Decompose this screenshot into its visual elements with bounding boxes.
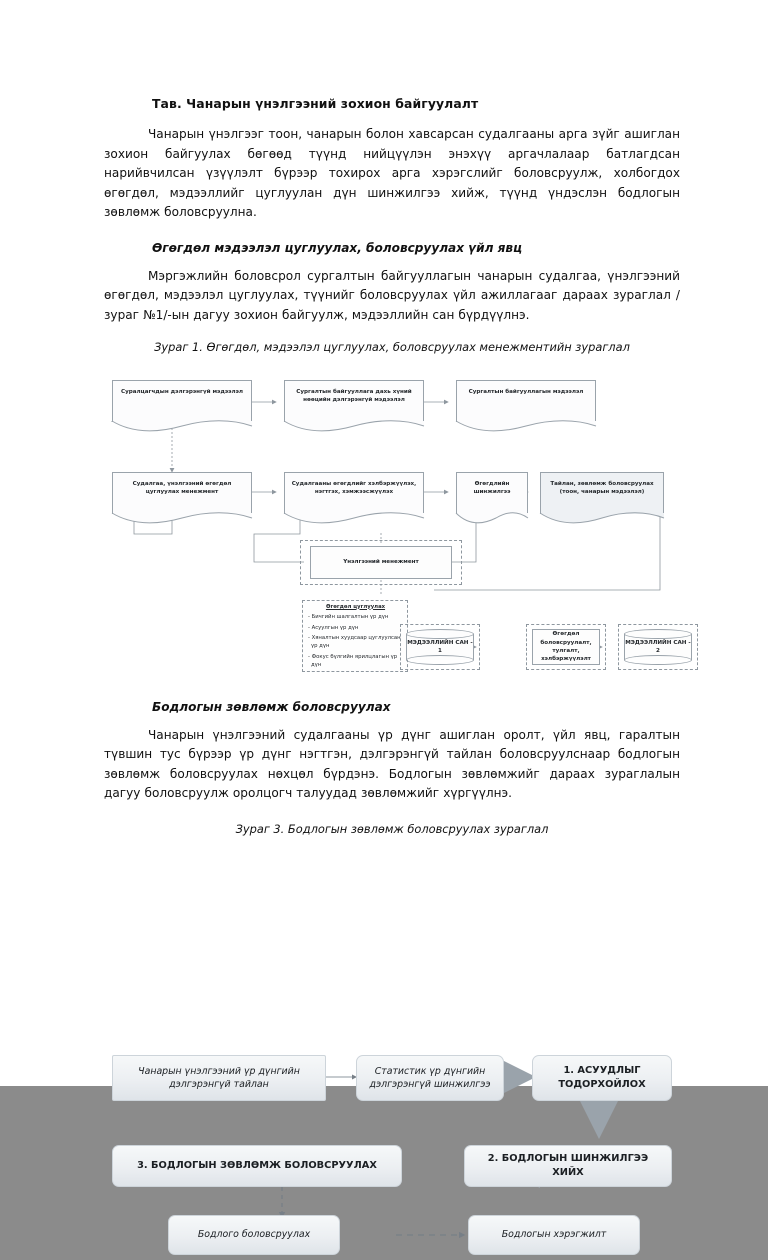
policy-development-box: Бодлого боловсруулах [168, 1215, 340, 1255]
page-title: Тав. Чанарын үнэлгээний зохион байгуулалт [152, 96, 479, 111]
paragraph-data-collection: Мэргэжлийн боловсрол сургалтын байгууллагын чанарын судалгаа, үнэлгээний өгөгдөл, мэдээлэл цуглуулах, түүнийг боловсруулах үйл ажиллагааг дараах зураглал /зураг №1/-ын дагуу зохион байгуулж, мэдээллийн сан бүрдүүлнэ. [104, 268, 680, 323]
subheading-data-collection: Өгөгдөл мэдээлэл цуглуулах, боловсруулах үйл явц [152, 240, 523, 255]
document-content [104, 96, 691, 1260]
list-item: - Бичгийн шалгалтын үр дүн [308, 613, 389, 620]
database-2 [624, 629, 692, 665]
processing-box: Өгөгдөл боловсруулалт, тулгалт, хэлбэржүүлэлт [532, 629, 600, 665]
doc-student-info: Суралцагчдын дэлгэрэнгүй мэдээлэл [112, 380, 252, 422]
doc-format-aggregate: Судалгааны өгөгдлийг хэлбэржүүлэх, нэгтгэх, хэмжээсжүүлэх [284, 472, 424, 514]
doc-collection-management: Судалгаа, үнэлгээний өгөгдөл цуглуулах менежмент [112, 472, 252, 514]
list-item: - Фокус бүлгийн ярилцлагын үр дүн [308, 654, 398, 669]
policy-implementation-box: Бодлогын хэрэгжилт [468, 1215, 640, 1255]
doc-data-analysis: Өгөгдлийн шинжилгээ [456, 472, 528, 514]
statistical-analysis-box: Статистик үр дүнгийн дэлгэрэнгүй шинжилгээ [356, 1055, 504, 1101]
doc-hr-info: Сургалтын байгууллага дахь хүний нөөцийн дэлгэрэнгүй мэдээлэл [284, 380, 424, 422]
figure3-diagram [104, 1045, 680, 1260]
subheading-policy: Бодлогын зөвлөмж боловсруулах [152, 699, 391, 714]
figure1-diagram [104, 362, 691, 682]
step-3-box: 3. БОДЛОГЫН ЗӨВЛӨМЖ БОЛОВСРУУЛАХ [112, 1145, 402, 1187]
database-1-label: МЭДЭЭЛЛИЙН САН - 1 [407, 639, 473, 654]
wave-edge-icon [284, 513, 424, 525]
figure3-caption: Зураг 3. Бодлогын зөвлөмж боловсруулах зураглал [235, 821, 549, 836]
collection-list-box [302, 600, 408, 672]
wave-edge-icon [456, 421, 596, 433]
wave-edge-icon [112, 421, 252, 433]
collection-list-title: Өгөгдөл цуглуулах [325, 603, 386, 610]
step-1-box: 1. АСУУДЛЫГ ТОДОРХОЙЛОХ [532, 1055, 672, 1101]
list-item: - Хяналтын хуудсаар цуглуулсан үр дүн [308, 635, 401, 650]
figure1-caption: Зураг 1. Өгөгдөл, мэдээлэл цуглуулах, боловсруулах менежментийн зураглал [154, 339, 630, 354]
wave-edge-icon [540, 513, 664, 525]
evaluation-management-box: Үнэлгээний менежмент [310, 546, 452, 579]
list-item: - Асуулгын үр дүн [308, 624, 359, 631]
doc-report-recommendation: Тайлан, зөвлөмж боловсруулах (тоон, чанарын мэдээлэл) [540, 472, 664, 514]
paragraph-policy: Чанарын үнэлгээний судалгааны үр дүнг ашиглан оролт, үйл явц, гаралтын түвшин тус бүрээр үр дүнг нэгтгэн, дэлгэрэнгүй тайлан боловсруулснаар бодлогын зөвлөмж боловсруулах нөхцөл бүрдэнэ. Бодлогын зөвлөмжийг дараах зураглалын дагуу боловсруулж оролцогч талуудад зөвлөмжийг хүргүүлнэ. [104, 727, 680, 801]
wave-edge-icon [456, 513, 528, 525]
intro-paragraph: Чанарын үнэлгээг тоон, чанарын болон хавсарсан судалгааны арга зүйг ашиглан зохион байгуулах бөгөөд түүнд нийцүүлэн энэхүү аргачлалаар батлагдсан нарийвчилсан үзүүлэлт бүрээр тохирох арга хэрэгслийг боловсруулж, холбогдох өгөгдөл, мэдээллийг цуглуулан дүн шинжилгээ хийж, түүнд үндэслэн бодлогын зөвлөмж боловсруулна. [104, 127, 680, 220]
database-1 [406, 629, 474, 665]
database-2-label: МЭДЭЭЛЛИЙН САН - 2 [625, 639, 691, 654]
wave-edge-icon [112, 513, 252, 525]
report-box: Чанарын үнэлгээний үр дүнгийн дэлгэрэнгүй тайлан [112, 1055, 326, 1101]
wave-edge-icon [284, 421, 424, 433]
collection-list [308, 614, 403, 671]
step-2-box: 2. БОДЛОГЫН ШИНЖИЛГЭЭ ХИЙХ [464, 1145, 672, 1187]
doc-institution-info: Сургалтын байгууллагын мэдээлэл [456, 380, 596, 422]
